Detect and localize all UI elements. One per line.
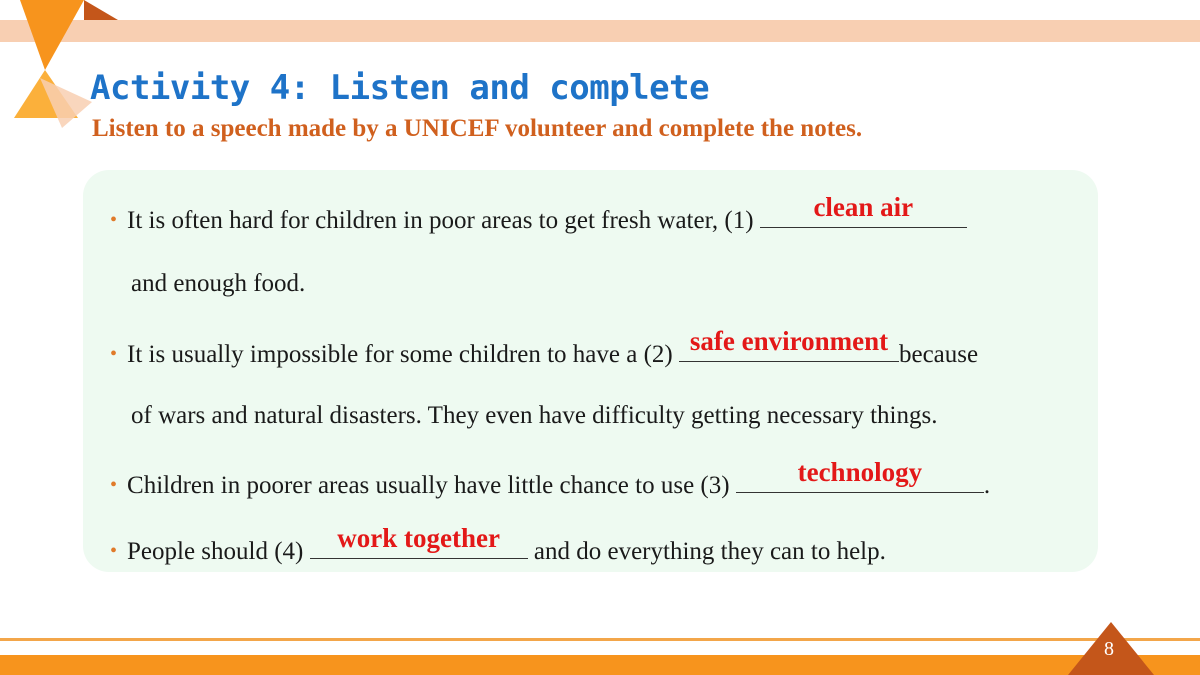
note-text: Children in poorer areas usually have little chance to use (3)	[127, 472, 730, 499]
bullet-icon: •	[110, 343, 118, 365]
note-item-2-continuation: of wars and natural disasters. They even have difficulty getting necessary things.	[131, 402, 938, 429]
page-number: 8	[1104, 638, 1114, 660]
note-text: because	[898, 341, 979, 368]
answer-blank-4[interactable]	[310, 523, 528, 559]
instruction-text: Listen to a speech made by a UNICEF volunteer and complete the notes.	[92, 115, 863, 142]
note-item-2	[110, 326, 979, 369]
note-item-3	[110, 457, 991, 500]
answer-2: safe environment	[689, 326, 889, 356]
bottom-decorative-band	[0, 655, 1200, 675]
note-text: It is often hard for children in poor areas to get fresh water, (1)	[127, 207, 754, 234]
bullet-icon: •	[110, 209, 118, 231]
note-text: .	[983, 472, 991, 499]
answer-blank-2[interactable]	[679, 326, 899, 362]
note-text: It is usually impossible for some children to have a (2)	[127, 341, 673, 368]
note-text: and do everything they can to help.	[533, 538, 886, 565]
top-decorative-band	[0, 20, 1200, 42]
note-item-1	[110, 192, 967, 235]
bullet-icon: •	[110, 540, 118, 562]
note-item-1-continuation: and enough food.	[131, 270, 306, 297]
answer-1: clean air	[813, 192, 914, 222]
answer-blank-3[interactable]	[736, 457, 984, 493]
page-title: Activity 4: Listen and complete	[90, 68, 710, 108]
note-item-4	[110, 523, 886, 566]
answer-blank-1[interactable]	[760, 192, 967, 228]
bullet-icon: •	[110, 474, 118, 496]
answer-3: technology	[797, 457, 923, 487]
answer-4: work together	[337, 523, 500, 553]
bottom-divider-line	[0, 638, 1200, 641]
note-text: People should (4)	[127, 538, 304, 565]
